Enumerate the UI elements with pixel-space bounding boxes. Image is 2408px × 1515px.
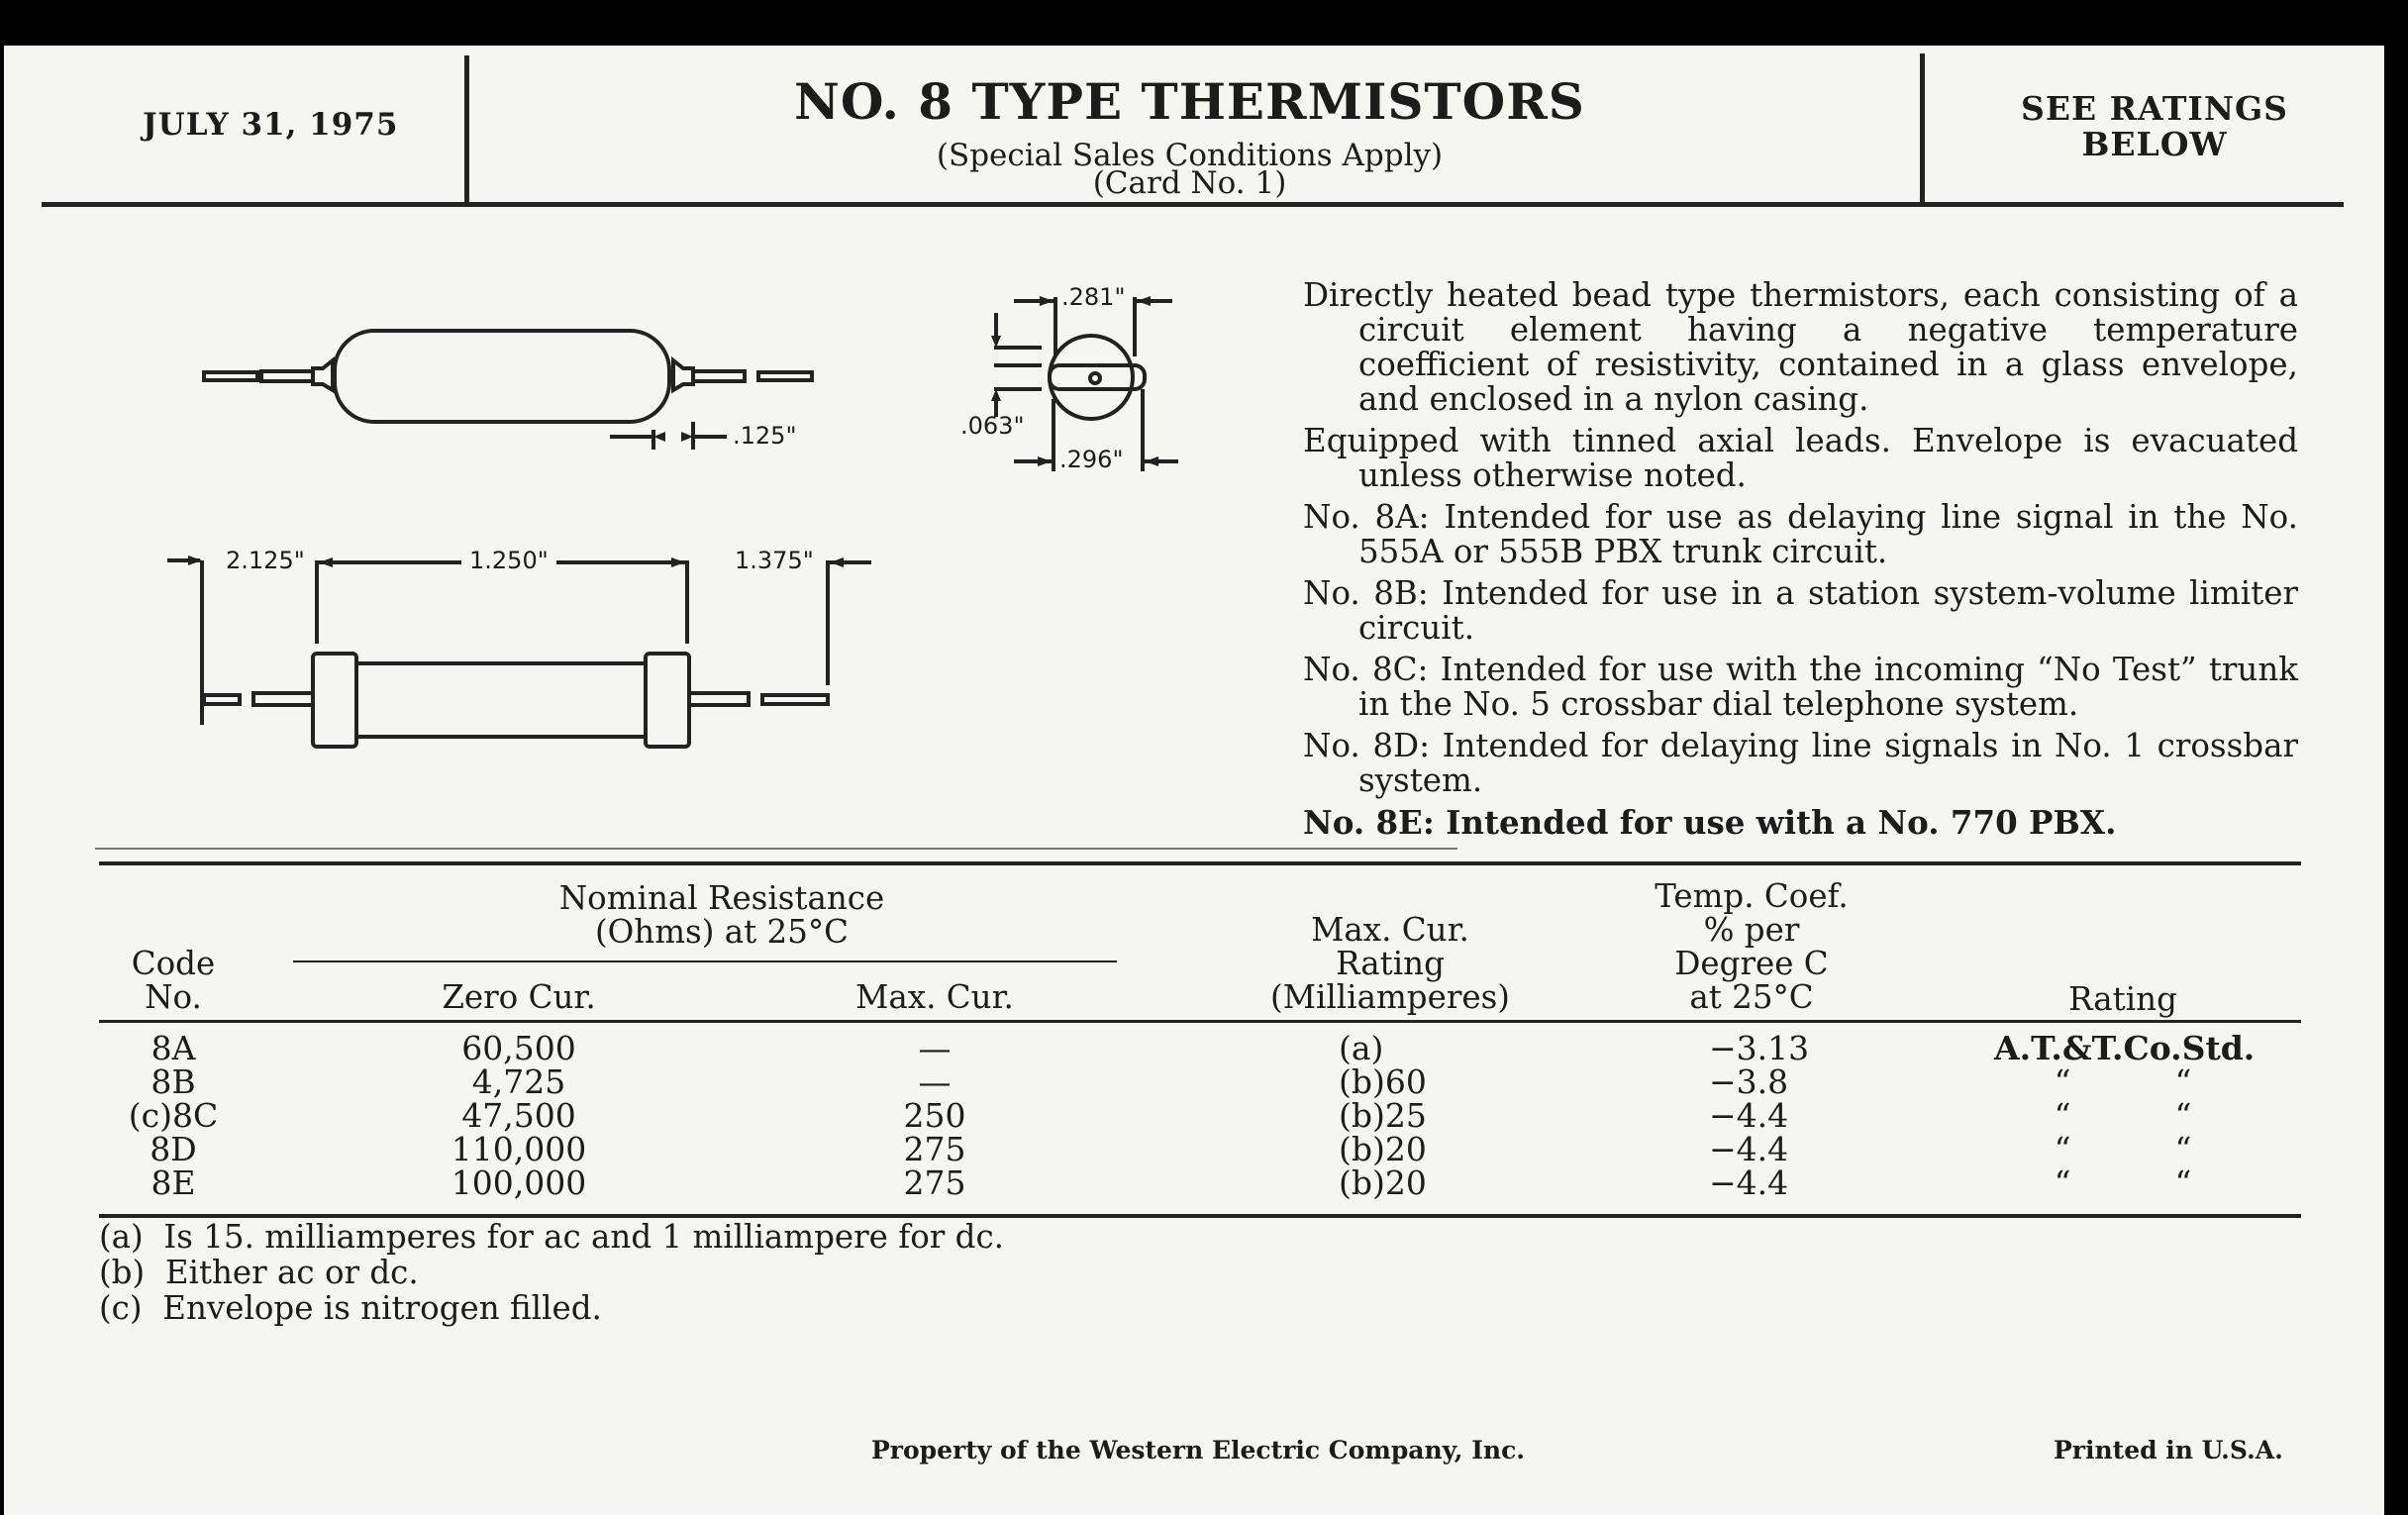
group-rule bbox=[293, 960, 1117, 962]
table-row bbox=[4, 1096, 2384, 1135]
cell-rating: (b)20 bbox=[1339, 1130, 1427, 1168]
col-max-rating-line3: (Milliamperes) bbox=[1270, 978, 1510, 1016]
col-max-rating bbox=[1222, 913, 1558, 1014]
dim-lead-left: 2.125" bbox=[226, 547, 305, 574]
description-paragraph: No. 8A: Intended for use as delaying line signal in the No. 555A or 555B PBX trunk circuit. bbox=[1303, 498, 2298, 570]
cell-temp: −4.4 bbox=[1709, 1130, 1789, 1168]
footnote: (c) Envelope is nitrogen filled. bbox=[99, 1289, 602, 1327]
group-heading bbox=[301, 881, 1143, 949]
cell-max: 275 bbox=[903, 1130, 966, 1168]
cell-temp: −4.4 bbox=[1709, 1096, 1789, 1135]
description-paragraph: Directly heated bead type thermistors, each consisting of a circuit element having a negative temperature coefficient of resistivity, contained in a glass envelope, and enclosed in a nylon casing. bbox=[1303, 276, 2298, 418]
dim-body-length: 1.250" bbox=[469, 547, 549, 574]
cell-temp: −3.13 bbox=[1709, 1029, 1810, 1067]
dim-bead-gap: .125" bbox=[733, 422, 797, 450]
side-view-bead bbox=[204, 331, 812, 422]
cell-zero: 110,000 bbox=[451, 1130, 587, 1168]
cell-code: 8A bbox=[150, 1029, 196, 1067]
cell-code: (c)8C bbox=[128, 1096, 219, 1135]
casing-view bbox=[167, 560, 871, 747]
ratings-note bbox=[1925, 91, 2384, 162]
cell-rating: (a) bbox=[1339, 1029, 1384, 1067]
dim-lead-right: 1.375" bbox=[735, 547, 814, 574]
faint-rule bbox=[95, 848, 1457, 850]
cell-code: 8D bbox=[150, 1130, 197, 1168]
cell-max: — bbox=[918, 1029, 952, 1067]
property-notice: Property of the Western Electric Company, Inc. bbox=[871, 1436, 1526, 1464]
lead-segment bbox=[204, 372, 257, 380]
cell-rating: (b)25 bbox=[1339, 1096, 1427, 1135]
cell-rating: (b)60 bbox=[1339, 1062, 1427, 1101]
cell-rating: (b)20 bbox=[1339, 1163, 1427, 1202]
description-paragraph: No. 8B: Intended for use in a station system-volume limiter circuit. bbox=[1303, 574, 2298, 647]
cell-std: “ “ bbox=[2054, 1096, 2192, 1135]
table-row bbox=[4, 1163, 2384, 1202]
description-paragraph: No. 8E: Intended for use with a No. 770 PBX. bbox=[1303, 803, 2117, 842]
glass-envelope bbox=[335, 331, 669, 422]
cell-max: 275 bbox=[903, 1163, 966, 1202]
col-std: Rating bbox=[2068, 980, 2177, 1018]
card-number: (Card No. 1) bbox=[1092, 165, 1287, 201]
col-code-line1: Code bbox=[131, 945, 216, 982]
col-temp-line1: Temp. Coef. bbox=[1655, 877, 1849, 915]
dim-end-outer: .296" bbox=[1059, 446, 1124, 473]
col-code-line2: No. bbox=[145, 978, 202, 1016]
issue-date: JULY 31, 1975 bbox=[143, 107, 399, 143]
lead-segment bbox=[693, 371, 745, 381]
spec-card bbox=[4, 46, 2384, 1515]
page-subtitle: (Special Sales Conditions Apply) bbox=[936, 138, 1444, 173]
cell-temp: −4.4 bbox=[1709, 1163, 1789, 1202]
cell-temp: −3.8 bbox=[1709, 1062, 1789, 1101]
col-code bbox=[99, 947, 248, 1014]
col-temp-line3: Degree C bbox=[1674, 945, 1829, 982]
footnote: (b) Either ac or dc. bbox=[99, 1254, 419, 1291]
cell-max: — bbox=[918, 1062, 952, 1101]
description-paragraph: No. 8D: Intended for delaying line signals in No. 1 crossbar system. bbox=[1303, 727, 2298, 799]
description-paragraph: No. 8C: Intended for use with the incoming “No Test” trunk in the No. 5 crossbar dial telephone system. bbox=[1303, 651, 2298, 723]
group-heading-line1: Nominal Resistance bbox=[558, 879, 885, 917]
bead-neck-left bbox=[313, 360, 333, 390]
dim-end-width: .281" bbox=[1061, 283, 1126, 311]
printed-notice: Printed in U.S.A. bbox=[2054, 1436, 2283, 1464]
lead-segment bbox=[261, 371, 313, 381]
page-title: NO. 8 TYPE THERMISTORS bbox=[794, 72, 1585, 131]
cell-code: 8E bbox=[150, 1163, 196, 1202]
table-row bbox=[4, 1062, 2384, 1101]
table-header-rule bbox=[99, 1020, 2301, 1023]
col-temp-line2: % per bbox=[1703, 911, 1800, 949]
table-row bbox=[4, 1029, 2384, 1067]
col-zero: Zero Cur. bbox=[442, 978, 596, 1016]
cell-code: 8B bbox=[150, 1062, 196, 1101]
footnotes bbox=[99, 1219, 1004, 1326]
bead-neck-right bbox=[673, 360, 693, 390]
description bbox=[1303, 278, 2298, 847]
ratings-note-line2: BELOW bbox=[2081, 125, 2228, 163]
cell-max: 250 bbox=[903, 1096, 966, 1135]
col-temp-line4: at 25°C bbox=[1689, 978, 1814, 1016]
cell-std: A.T.&T.Co.Std. bbox=[1994, 1029, 2256, 1067]
cell-std: “ “ bbox=[2054, 1062, 2192, 1101]
cell-zero: 100,000 bbox=[451, 1163, 587, 1202]
col-max: Max. Cur. bbox=[855, 978, 1014, 1016]
table-row bbox=[4, 1130, 2384, 1168]
cell-zero: 4,725 bbox=[471, 1062, 566, 1101]
cell-std: “ “ bbox=[2054, 1163, 2192, 1202]
dim-end-depth: .063" bbox=[960, 412, 1025, 440]
side-dim-lines bbox=[610, 422, 727, 450]
lead-segment bbox=[758, 372, 812, 380]
cell-zero: 60,500 bbox=[461, 1029, 576, 1067]
col-max-rating-line2: Rating bbox=[1336, 945, 1445, 982]
col-max-rating-line1: Max. Cur. bbox=[1311, 911, 1469, 949]
cell-std: “ “ bbox=[2054, 1130, 2192, 1168]
col-temp bbox=[1588, 879, 1915, 1014]
ratings-note-line1: SEE RATINGS bbox=[2020, 89, 2289, 128]
table-top-rule bbox=[99, 861, 2301, 865]
group-heading-line2: (Ohms) at 25°C bbox=[594, 913, 849, 951]
cell-zero: 47,500 bbox=[461, 1096, 576, 1135]
footnote: (a) Is 15. milliamperes for ac and 1 milliampere for dc. bbox=[99, 1218, 1005, 1256]
description-paragraph: Equipped with tinned axial leads. Envelope is evacuated unless otherwise noted. bbox=[1303, 422, 2298, 494]
